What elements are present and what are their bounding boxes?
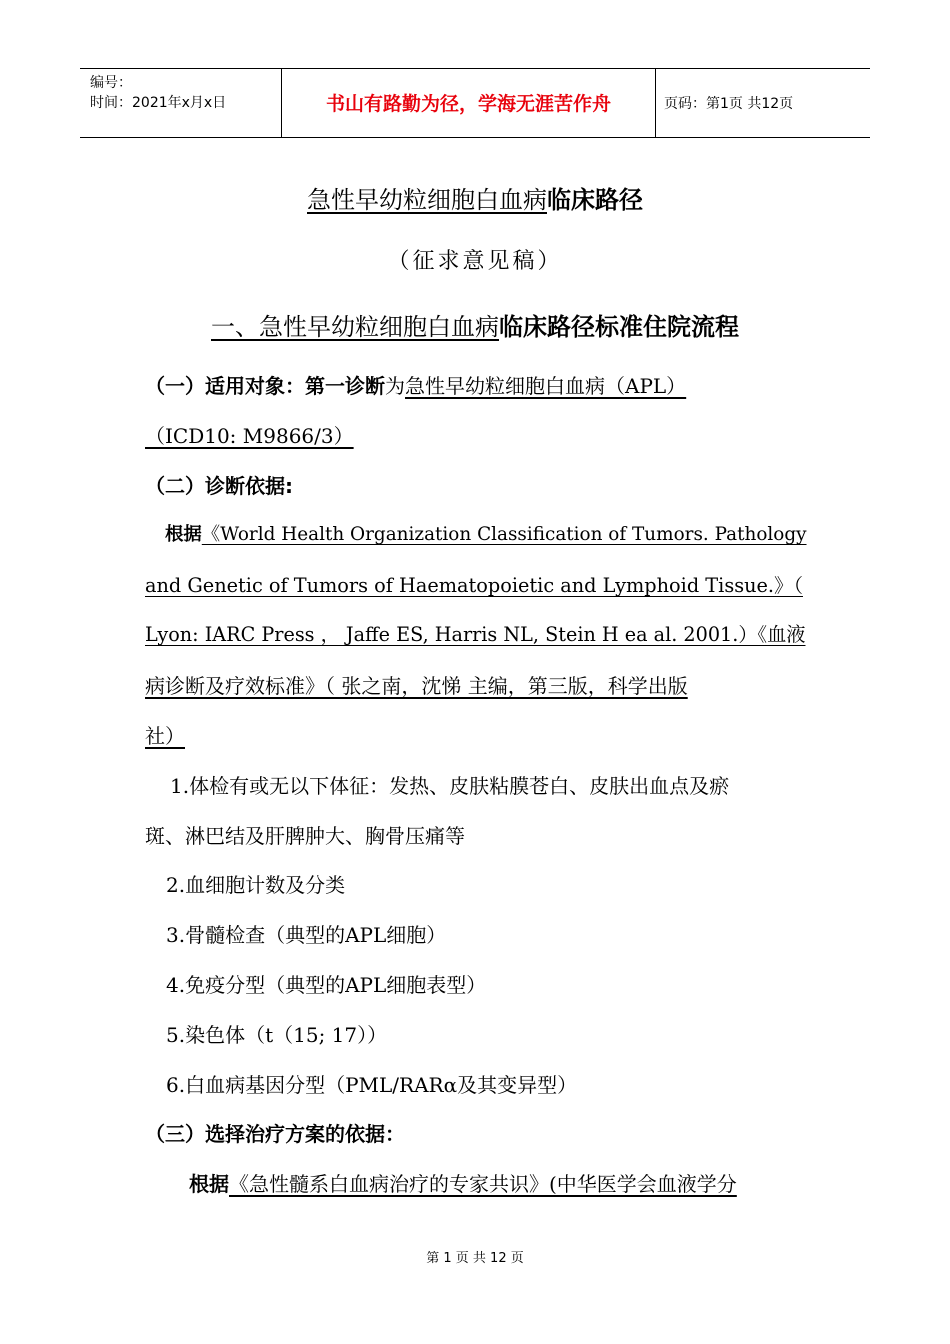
item1-underlined: 急性早幼粒细胞白血病（APL） bbox=[405, 374, 687, 398]
section-heading-bold: 临床路径标准住院流程 bbox=[499, 313, 739, 341]
number-label: 编号： bbox=[90, 75, 132, 91]
list-item-6: 6.白血病基因分型（PML/RARα及其变异型） bbox=[166, 1073, 578, 1097]
item1-line2: （ICD10: M9866/3） bbox=[145, 424, 354, 448]
item1-text: 为 bbox=[385, 374, 405, 398]
basis-line5: 社） bbox=[145, 724, 185, 748]
basis-lead: 根据 bbox=[165, 524, 202, 545]
doc-title bbox=[0, 180, 950, 215]
basis-line2: and Genetic of Tumors of Haematopoietic and Lymphoid Tissue.》（ bbox=[145, 574, 803, 597]
title-underlined: 急性早幼粒细胞白血病 bbox=[307, 186, 547, 214]
treat-line1 bbox=[145, 1168, 807, 1197]
list-item-5: 5.染色体（t（15; 17）） bbox=[166, 1023, 388, 1047]
treat-lead: 根据 bbox=[189, 1172, 229, 1196]
header-motto: 书山有路勤为径，学海无涯苦作舟 bbox=[325, 93, 611, 115]
item1-line1 bbox=[145, 370, 807, 399]
header-divider bbox=[655, 69, 656, 137]
list1-line1-text: 1.体检有或无以下体征：发热、皮肤粘膜苍白、皮肤出血点及瘀 bbox=[170, 774, 730, 798]
item1-bold: 第一诊断 bbox=[305, 374, 385, 398]
basis-line4: 病诊断及疗效标准》（ 张之南，沈悌 主编，第三版，科学出版 bbox=[145, 674, 688, 698]
basis-line3: Lyon: IARC Press ， Jaffe ES, Harris NL, Stein H ea al. 2001.）《血液 bbox=[145, 623, 806, 646]
time-label: 时间：2021年x月x日 bbox=[90, 95, 227, 111]
header-page-info: 页码：第1页 共12页 bbox=[664, 96, 794, 112]
basis-line1 bbox=[145, 520, 807, 546]
header-meta bbox=[90, 73, 226, 113]
item2-label: （二）诊断依据: bbox=[145, 474, 293, 498]
section-heading-underlined: 一、急性早幼粒细胞白血病 bbox=[211, 313, 499, 341]
list1-line1 bbox=[145, 770, 807, 799]
list1-line2: 斑、淋巴结及肝脾肿大、胸骨压痛等 bbox=[145, 824, 465, 848]
page-header bbox=[80, 68, 870, 138]
item1-label: （一）适用对象： bbox=[145, 374, 305, 398]
basis-line1-text: 《World Health Organization Classification of Tumors. Pathology bbox=[201, 524, 807, 545]
page-footer: 第 1 页 共 12 页 bbox=[426, 1251, 524, 1266]
list-item-3: 3.骨髓检查（典型的APL细胞） bbox=[166, 923, 447, 947]
title-bold: 临床路径 bbox=[547, 186, 643, 214]
doc-subtitle: （征求意见稿） bbox=[387, 249, 563, 274]
item3-label: （三）选择治疗方案的依据： bbox=[145, 1122, 405, 1146]
list-item-4: 4.免疫分型（典型的APL细胞表型） bbox=[166, 973, 487, 997]
list-item-2: 2.血细胞计数及分类 bbox=[166, 873, 346, 897]
treat-line1-text: 《急性髓系白血病治疗的专家共识》(中华医学会血液学分 bbox=[229, 1172, 737, 1196]
section-heading bbox=[0, 307, 950, 342]
